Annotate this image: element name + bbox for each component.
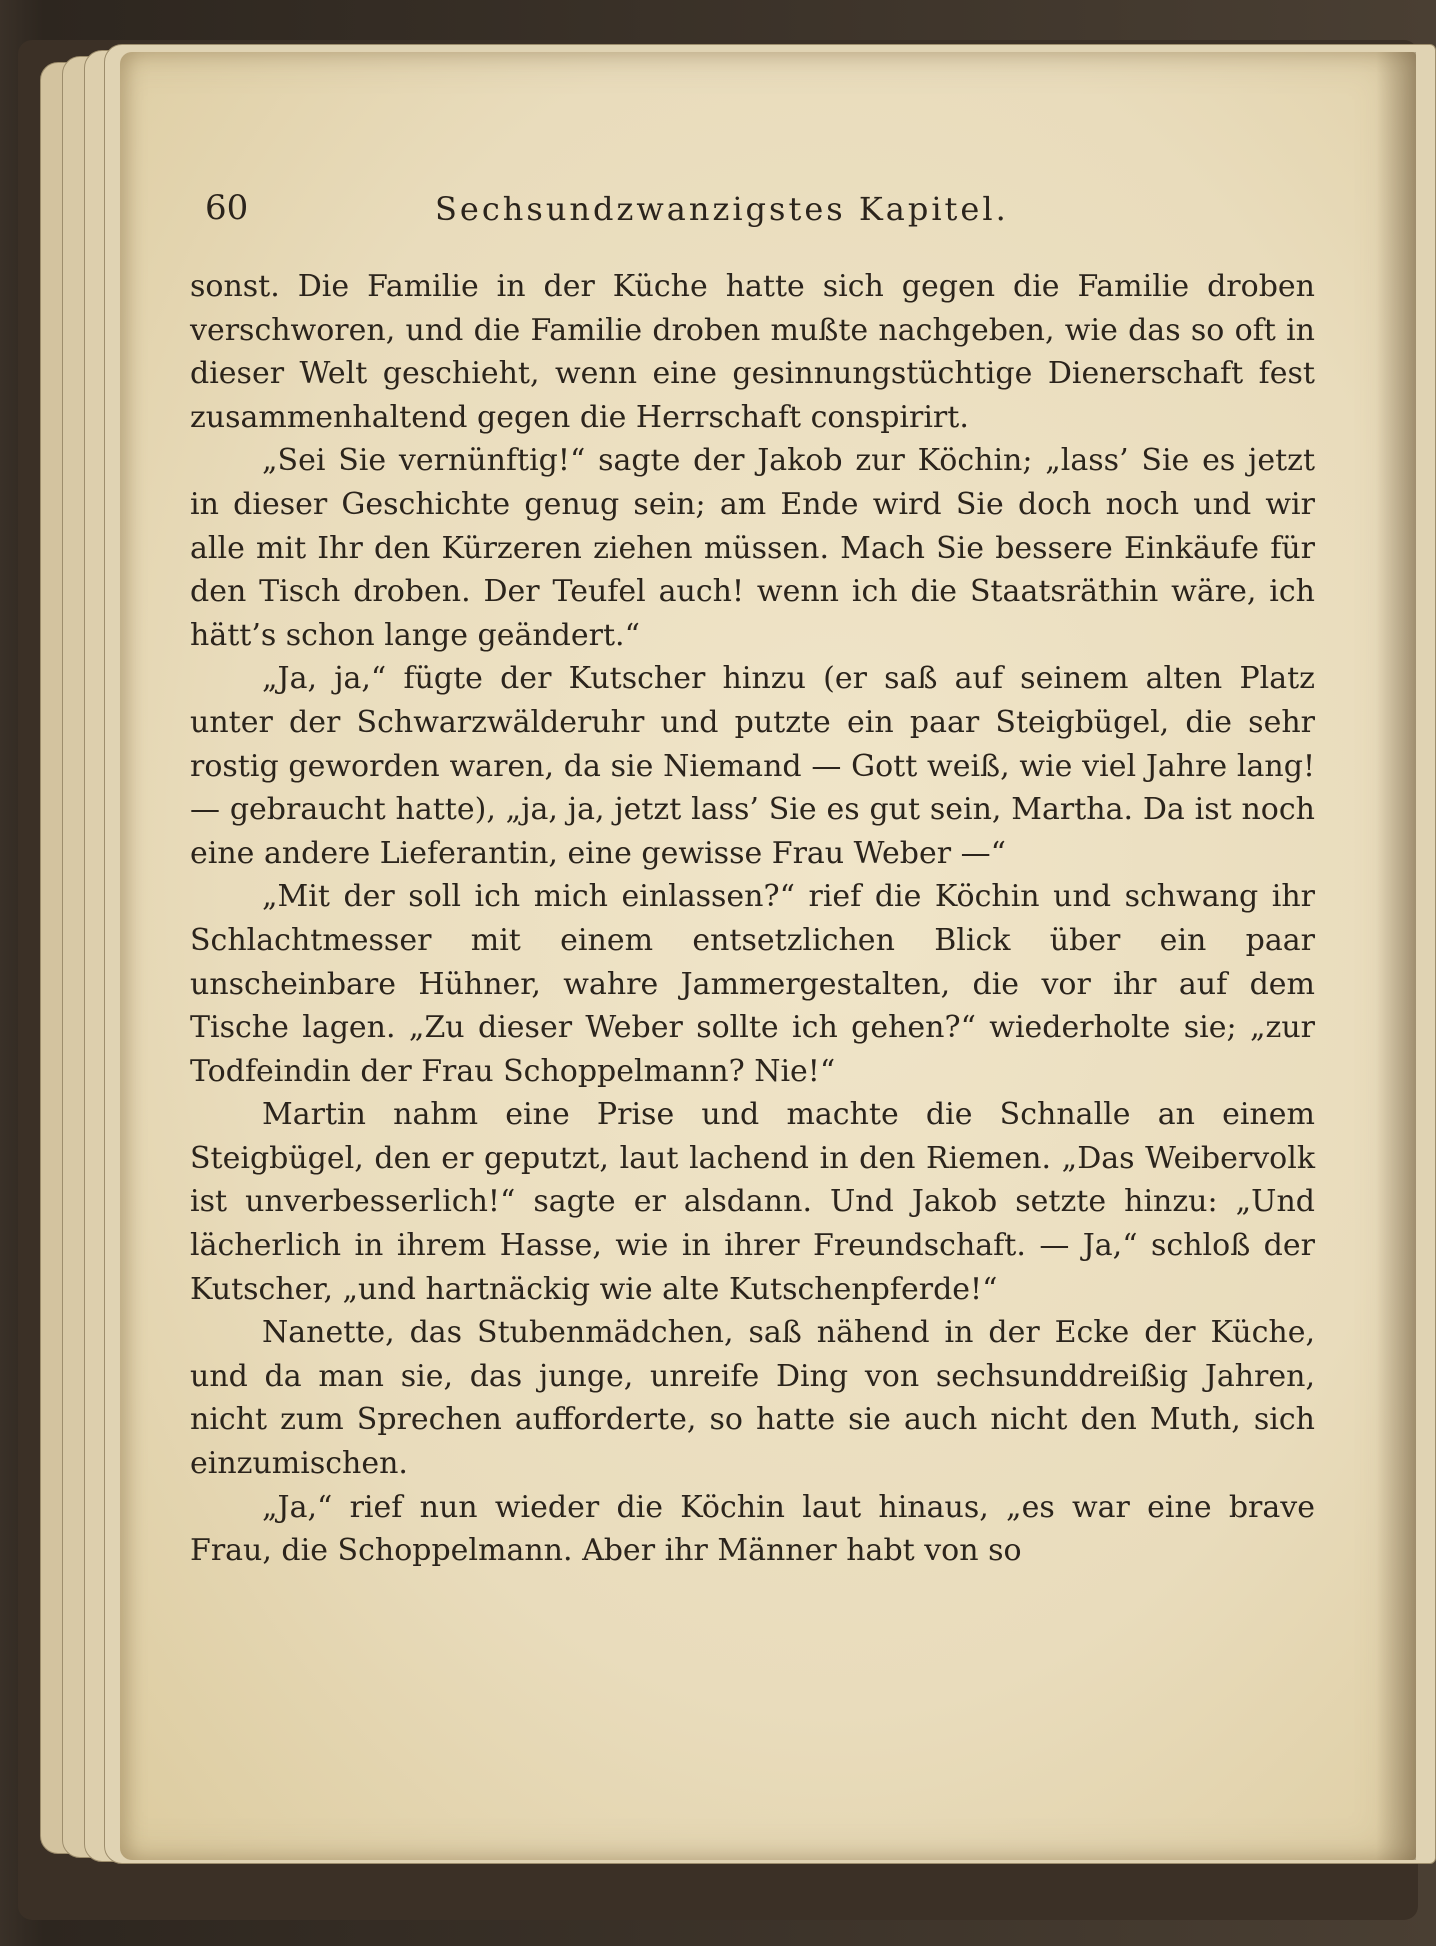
paragraph: „Ja, ja,“ fügte der Kutscher hinzu (er saß auf seinem alten Platz unter der Schwarzwälderuhr und putzte ein paar Steigbügel, die sehr rostig geworden waren, da sie Niemand — Gott weiß, wie viel Jahre lang! — gebraucht hatte), „ja, ja, jetzt lass’ Sie es gut sein, Martha. Da ist noch eine andere Lieferantin, eine gewisse Frau Weber —“	[190, 661, 1315, 871]
running-header	[205, 188, 1105, 238]
paragraph: sonst. Die Familie in der Küche hatte sich gegen die Familie droben verschworen, und die Familie droben mußte nachgeben, wie das so oft in dieser Welt geschieht, wenn eine gesinnungstüchtige Dienerschaft fest zusammenhaltend gegen die Herrschaft conspirirt.	[190, 269, 1315, 435]
body-text	[190, 265, 1315, 1573]
paragraph: „Ja,“ rief nun wieder die Köchin laut hinaus, „es war eine brave Frau, die Schoppelmann. Aber ihr Männer habt von so	[190, 1489, 1315, 1569]
paragraph: Martin nahm eine Prise und machte die Schnalle an einem Steigbügel, den er geputzt, laut lachend in den Riemen. „Das Weibervolk ist unverbesserlich!“ sagte er alsdann. Und Jakob setzte hinzu: „Und lächerlich in ihrem Hasse, wie in ihrer Freundschaft. — Ja,“ schloß der Kutscher, „und hartnäckig wie alte Kutschenpferde!“	[190, 1097, 1315, 1307]
chapter-title: Sechsundzwanzigstes Kapitel.	[435, 190, 1009, 228]
paragraph: „Mit der soll ich mich einlassen?“ rief die Köchin und schwang ihr Schlachtmesser mit einem entsetzlichen Blick über ein paar unscheinbare Hühner, wahre Jammergestalten, die vor ihr auf dem Tische lagen. „Zu dieser Weber sollte ich gehen?“ wiederholte sie; „zur Todfeindin der Frau Schoppelmann? Nie!“	[190, 879, 1315, 1089]
page-number: 60	[205, 188, 249, 228]
page-gutter	[1376, 52, 1416, 1860]
paragraph: Nanette, das Stubenmädchen, saß nähend in der Ecke der Küche, und da man sie, das junge, unreife Ding von sechsunddreißig Jahren, nicht zum Sprechen aufforderte, so hatte sie auch nicht den Muth, sich einzumischen.	[190, 1315, 1315, 1482]
paragraph: „Sei Sie vernünftig!“ sagte der Jakob zur Köchin; „lass’ Sie es jetzt in dieser Geschichte genug sein; am Ende wird Sie doch noch und wir alle mit Ihr den Kürzeren ziehen müssen. Mach Sie bessere Einkäufe für den Tisch droben. Der Teufel auch! wenn ich die Staatsräthin wäre, ich hätt’s schon lange geändert.“	[190, 443, 1315, 653]
